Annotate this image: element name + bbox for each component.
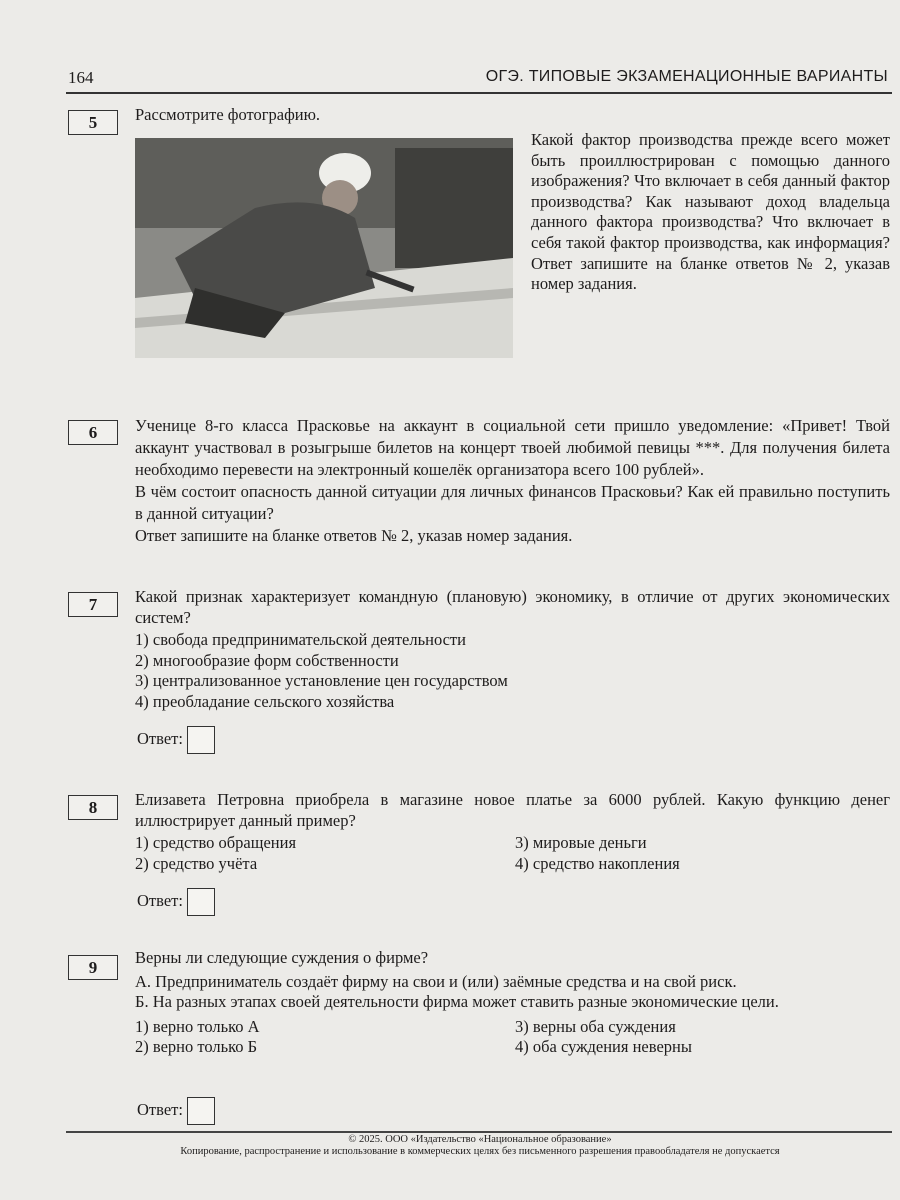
answer-label: Ответ: bbox=[137, 890, 183, 910]
q9-option-2: 2) верно только Б bbox=[135, 1037, 258, 1056]
q5-intro: Рассмотрите фотографию. bbox=[135, 105, 321, 124]
worker-photo bbox=[135, 138, 513, 358]
page-number: 164 bbox=[68, 68, 94, 87]
q9-answer bbox=[137, 1097, 215, 1125]
q9-option-4: 4) оба суждения неверны bbox=[515, 1037, 692, 1056]
q7-option-3: 3) централизованное установление цен государством bbox=[135, 671, 508, 690]
q8-block bbox=[135, 790, 890, 874]
question-number-6: 6 bbox=[68, 420, 118, 445]
q7-answer-box[interactable] bbox=[187, 726, 215, 754]
question-number-8: 8 bbox=[68, 795, 118, 820]
q9-answer-box[interactable] bbox=[187, 1097, 215, 1125]
answer-label: Ответ: bbox=[137, 728, 183, 748]
q7-option-4: 4) преобладание сельского хозяйства bbox=[135, 691, 395, 711]
answer-label: Ответ: bbox=[137, 1099, 183, 1119]
q8-option-4: 4) средство накопления bbox=[515, 853, 680, 873]
q9-text: Верны ли следующие суждения о фирме? bbox=[135, 948, 429, 967]
q9-statement-a: А. Предприниматель создаёт фирму на свои и (или) заёмные средства и на свой риск. bbox=[135, 971, 737, 991]
q9-option-1: 1) верно только А bbox=[135, 1016, 260, 1036]
q5-question: Какой фактор производства прежде всего может быть проиллюстрирован с помощью данного изображения? Что включает в себя данный фактор производства? Как называют доход владельца данного фактора производства? Что включает в себя такой фактор производства, как информация? bbox=[531, 130, 890, 252]
q9-option-3: 3) верны оба суждения bbox=[515, 1016, 676, 1036]
q7-block bbox=[135, 587, 890, 712]
q5-text bbox=[531, 130, 890, 295]
q6-block bbox=[135, 415, 890, 547]
footer-notice: Копирование, распространение и использование в коммерческих целях без письменного разрешения правообладателя не допускается bbox=[180, 1146, 780, 1157]
q8-answer-box[interactable] bbox=[187, 888, 215, 916]
q8-option-2: 2) средство учёта bbox=[135, 853, 258, 873]
q7-option-2: 2) многообразие форм собственности bbox=[135, 650, 399, 670]
q5-instruction: Ответ запишите на бланке ответов № 2, указав номер задания. bbox=[531, 253, 890, 294]
q8-option-1: 1) средство обращения bbox=[135, 833, 297, 852]
q8-answer bbox=[137, 888, 215, 916]
header-rule bbox=[66, 92, 892, 94]
q9-statement-b: Б. На разных этапах своей деятельности фирма может ставить разные экономические цели. bbox=[135, 992, 779, 1011]
q7-text: Какой признак характеризует командную (плановую) экономику, в отличие от других экономических систем? bbox=[135, 587, 890, 627]
footer-rule bbox=[66, 1131, 892, 1133]
q8-text: Елизавета Петровна приобрела в магазине новое платье за 6000 рублей. Какую функцию денег иллюстрирует данный пример? bbox=[135, 790, 890, 830]
q8-option-3: 3) мировые деньги bbox=[515, 833, 647, 852]
q7-option-1: 1) свобода предпринимательской деятельности bbox=[135, 630, 466, 649]
photo-image bbox=[135, 138, 513, 358]
question-number-7: 7 bbox=[68, 592, 118, 617]
footer-copyright: © 2025. ООО «Издательство «Национальное образование» bbox=[348, 1134, 612, 1145]
q6-question: В чём состоит опасность данной ситуации для личных финансов Прасковьи? Как ей правильно поступить в данной ситуации? bbox=[135, 482, 890, 523]
q6-text: Ученице 8-го класса Прасковье на аккаунт в социальной сети пришло уведомление: «Привет! Твой аккаунт участвовал в розыгрыше билетов на концерт твоей любимой певицы ***. Для получения билета необходимо перевести на электронный кошелёк организатора всего 100 рублей». bbox=[135, 416, 890, 479]
q7-answer bbox=[137, 726, 215, 754]
question-number-5: 5 bbox=[68, 110, 118, 135]
q6-instruction: Ответ запишите на бланке ответов № 2, указав номер задания. bbox=[135, 526, 573, 545]
running-header: ОГЭ. ТИПОВЫЕ ЭКЗАМЕНАЦИОННЫЕ ВАРИАНТЫ bbox=[485, 68, 888, 85]
q9-block bbox=[135, 948, 895, 1058]
question-number-9: 9 bbox=[68, 955, 118, 980]
